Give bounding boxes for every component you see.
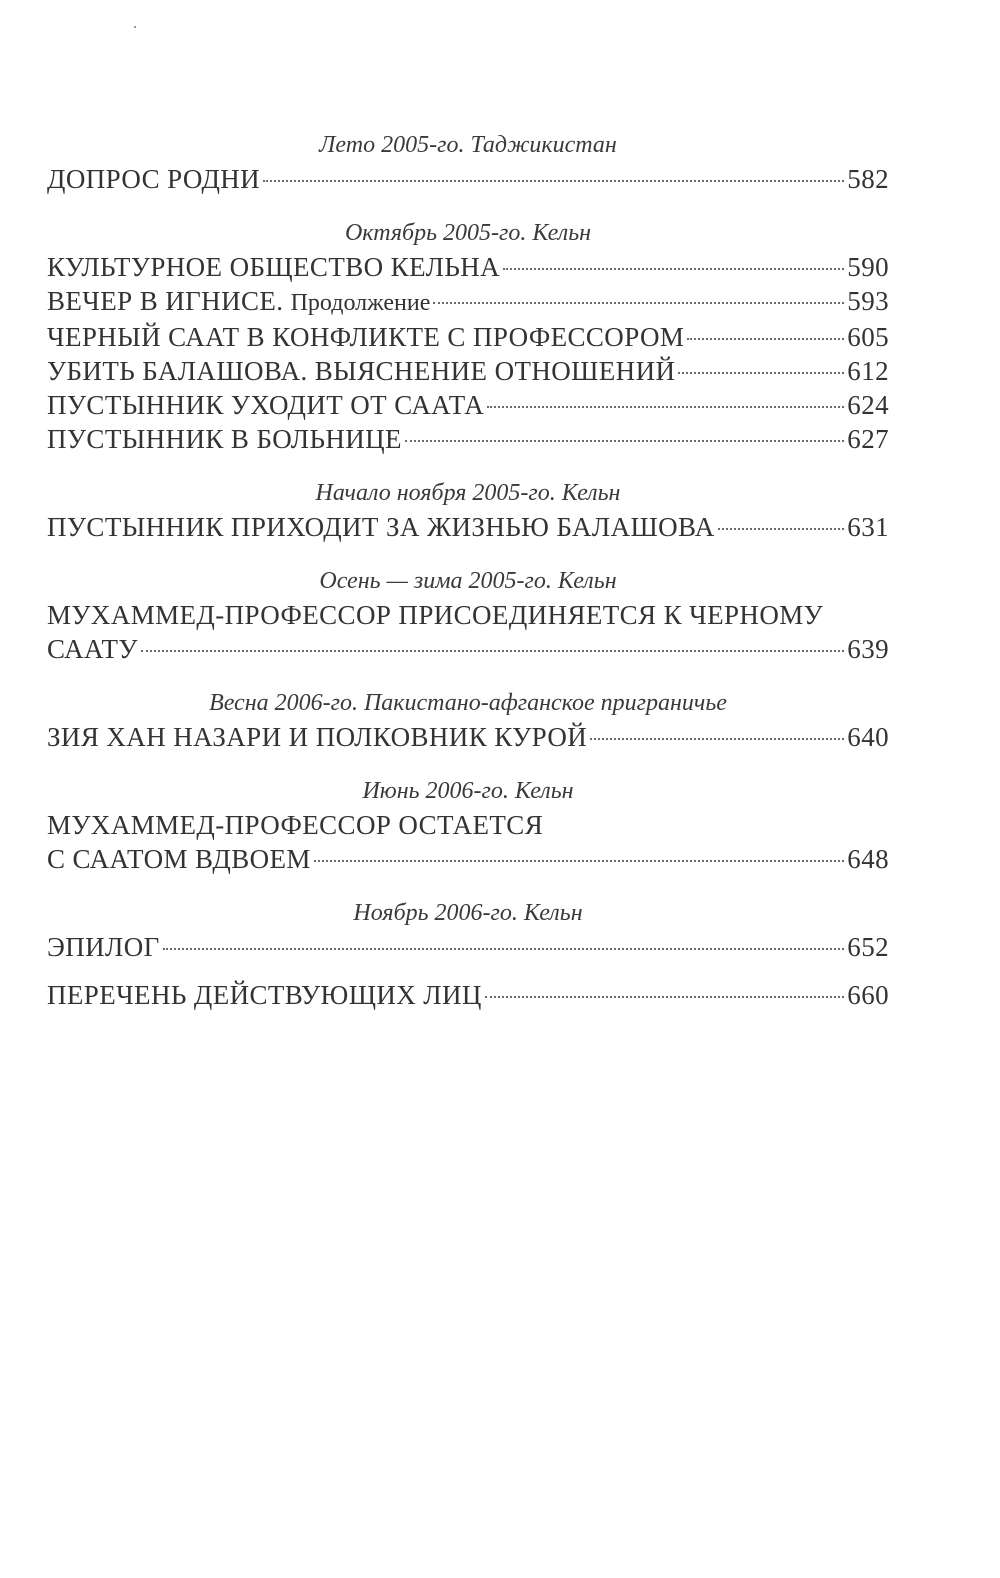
page-number: 648 [847, 844, 889, 874]
page-number: 612 [847, 356, 889, 386]
entry-title: ДОПРОС РОДНИ [47, 164, 261, 194]
section-heading: Июнь 2006-го. Кельн [362, 778, 574, 804]
scan-speck [134, 26, 136, 28]
entry-title: ЗИЯ ХАН НАЗАРИ И ПОЛКОВНИК КУРОЙ [47, 722, 588, 752]
toc-entry[interactable] [47, 720, 889, 754]
dot-leader [503, 268, 844, 270]
dot-leader [141, 650, 844, 652]
entry-title-line[interactable]: МУХАММЕД-ПРОФЕССОР ОСТАЕТСЯ [47, 810, 544, 840]
dot-leader [487, 406, 844, 408]
section-heading: Весна 2006-го. Пакистано-афганское приграничье [209, 690, 727, 716]
entry-title [47, 284, 430, 320]
toc-entry[interactable] [47, 632, 889, 666]
page-number: 593 [847, 286, 889, 316]
entry-title-line[interactable]: МУХАММЕД-ПРОФЕССОР ПРИСОЕДИНЯЕТСЯ К ЧЕРНОМУ [47, 600, 824, 630]
dot-leader [590, 738, 844, 740]
toc-entry-final[interactable] [47, 978, 889, 1012]
entry-title: ПЕРЕЧЕНЬ ДЕЙСТВУЮЩИХ ЛИЦ [47, 980, 482, 1010]
section-heading: Начало ноября 2005-го. Кельн [315, 480, 621, 506]
table-of-contents [47, 128, 889, 1012]
dot-leader [485, 996, 845, 998]
section-heading: Октябрь 2005-го. Кельн [344, 220, 592, 246]
page-number: 624 [847, 390, 889, 420]
entry-title: ЭПИЛОГ [47, 932, 160, 962]
dot-leader [405, 440, 844, 442]
dot-leader [718, 528, 845, 530]
toc-entry[interactable] [47, 422, 889, 456]
entry-title-main: ВЕЧЕР В ИГНИСЕ. [47, 286, 284, 316]
page-number: 660 [847, 980, 889, 1010]
section-heading: Лето 2005-го. Таджикистан [319, 132, 617, 158]
entry-title: ПУСТЫННИК УХОДИТ ОТ СААТА [47, 390, 485, 420]
page-number: 640 [847, 722, 889, 752]
toc-entry[interactable] [47, 354, 889, 388]
entry-title: СААТУ [47, 634, 138, 664]
page-number: 639 [847, 634, 889, 664]
toc-entry[interactable] [47, 510, 889, 544]
toc-entry[interactable] [47, 388, 889, 422]
entry-subtitle: Продолжение [290, 290, 431, 316]
entry-title: КУЛЬТУРНОЕ ОБЩЕСТВО КЕЛЬНА [47, 252, 501, 282]
dot-leader [163, 948, 845, 950]
toc-entry[interactable] [47, 162, 889, 196]
entry-title: ЧЕРНЫЙ СААТ В КОНФЛИКТЕ С ПРОФЕССОРОМ [47, 322, 685, 352]
toc-entry[interactable] [47, 250, 889, 284]
dot-leader [678, 372, 844, 374]
dot-leader [687, 338, 844, 340]
section-heading: Ноябрь 2006-го. Кельн [353, 900, 583, 926]
page-number: 652 [847, 932, 889, 962]
toc-entry[interactable] [47, 930, 889, 964]
toc-entry[interactable] [47, 842, 889, 876]
page-number: 590 [847, 252, 889, 282]
page-number: 582 [847, 164, 889, 194]
dot-leader [263, 180, 844, 182]
toc-entry[interactable] [47, 320, 889, 354]
entry-title: ПУСТЫННИК ПРИХОДИТ ЗА ЖИЗНЬЮ БАЛАШОВА [47, 512, 715, 542]
entry-title: С СААТОМ ВДВОЕМ [47, 844, 311, 874]
entry-title: УБИТЬ БАЛАШОВА. ВЫЯСНЕНИЕ ОТНОШЕНИЙ [47, 356, 676, 386]
page-number: 605 [847, 322, 889, 352]
toc-entry[interactable] [47, 284, 889, 320]
entry-title: ПУСТЫННИК В БОЛЬНИЦЕ [47, 424, 402, 454]
section-heading: Осень — зима 2005-го. Кельн [319, 568, 617, 594]
dot-leader [433, 302, 844, 304]
dot-leader [314, 860, 844, 862]
page-number: 631 [847, 512, 889, 542]
page-number: 627 [847, 424, 889, 454]
